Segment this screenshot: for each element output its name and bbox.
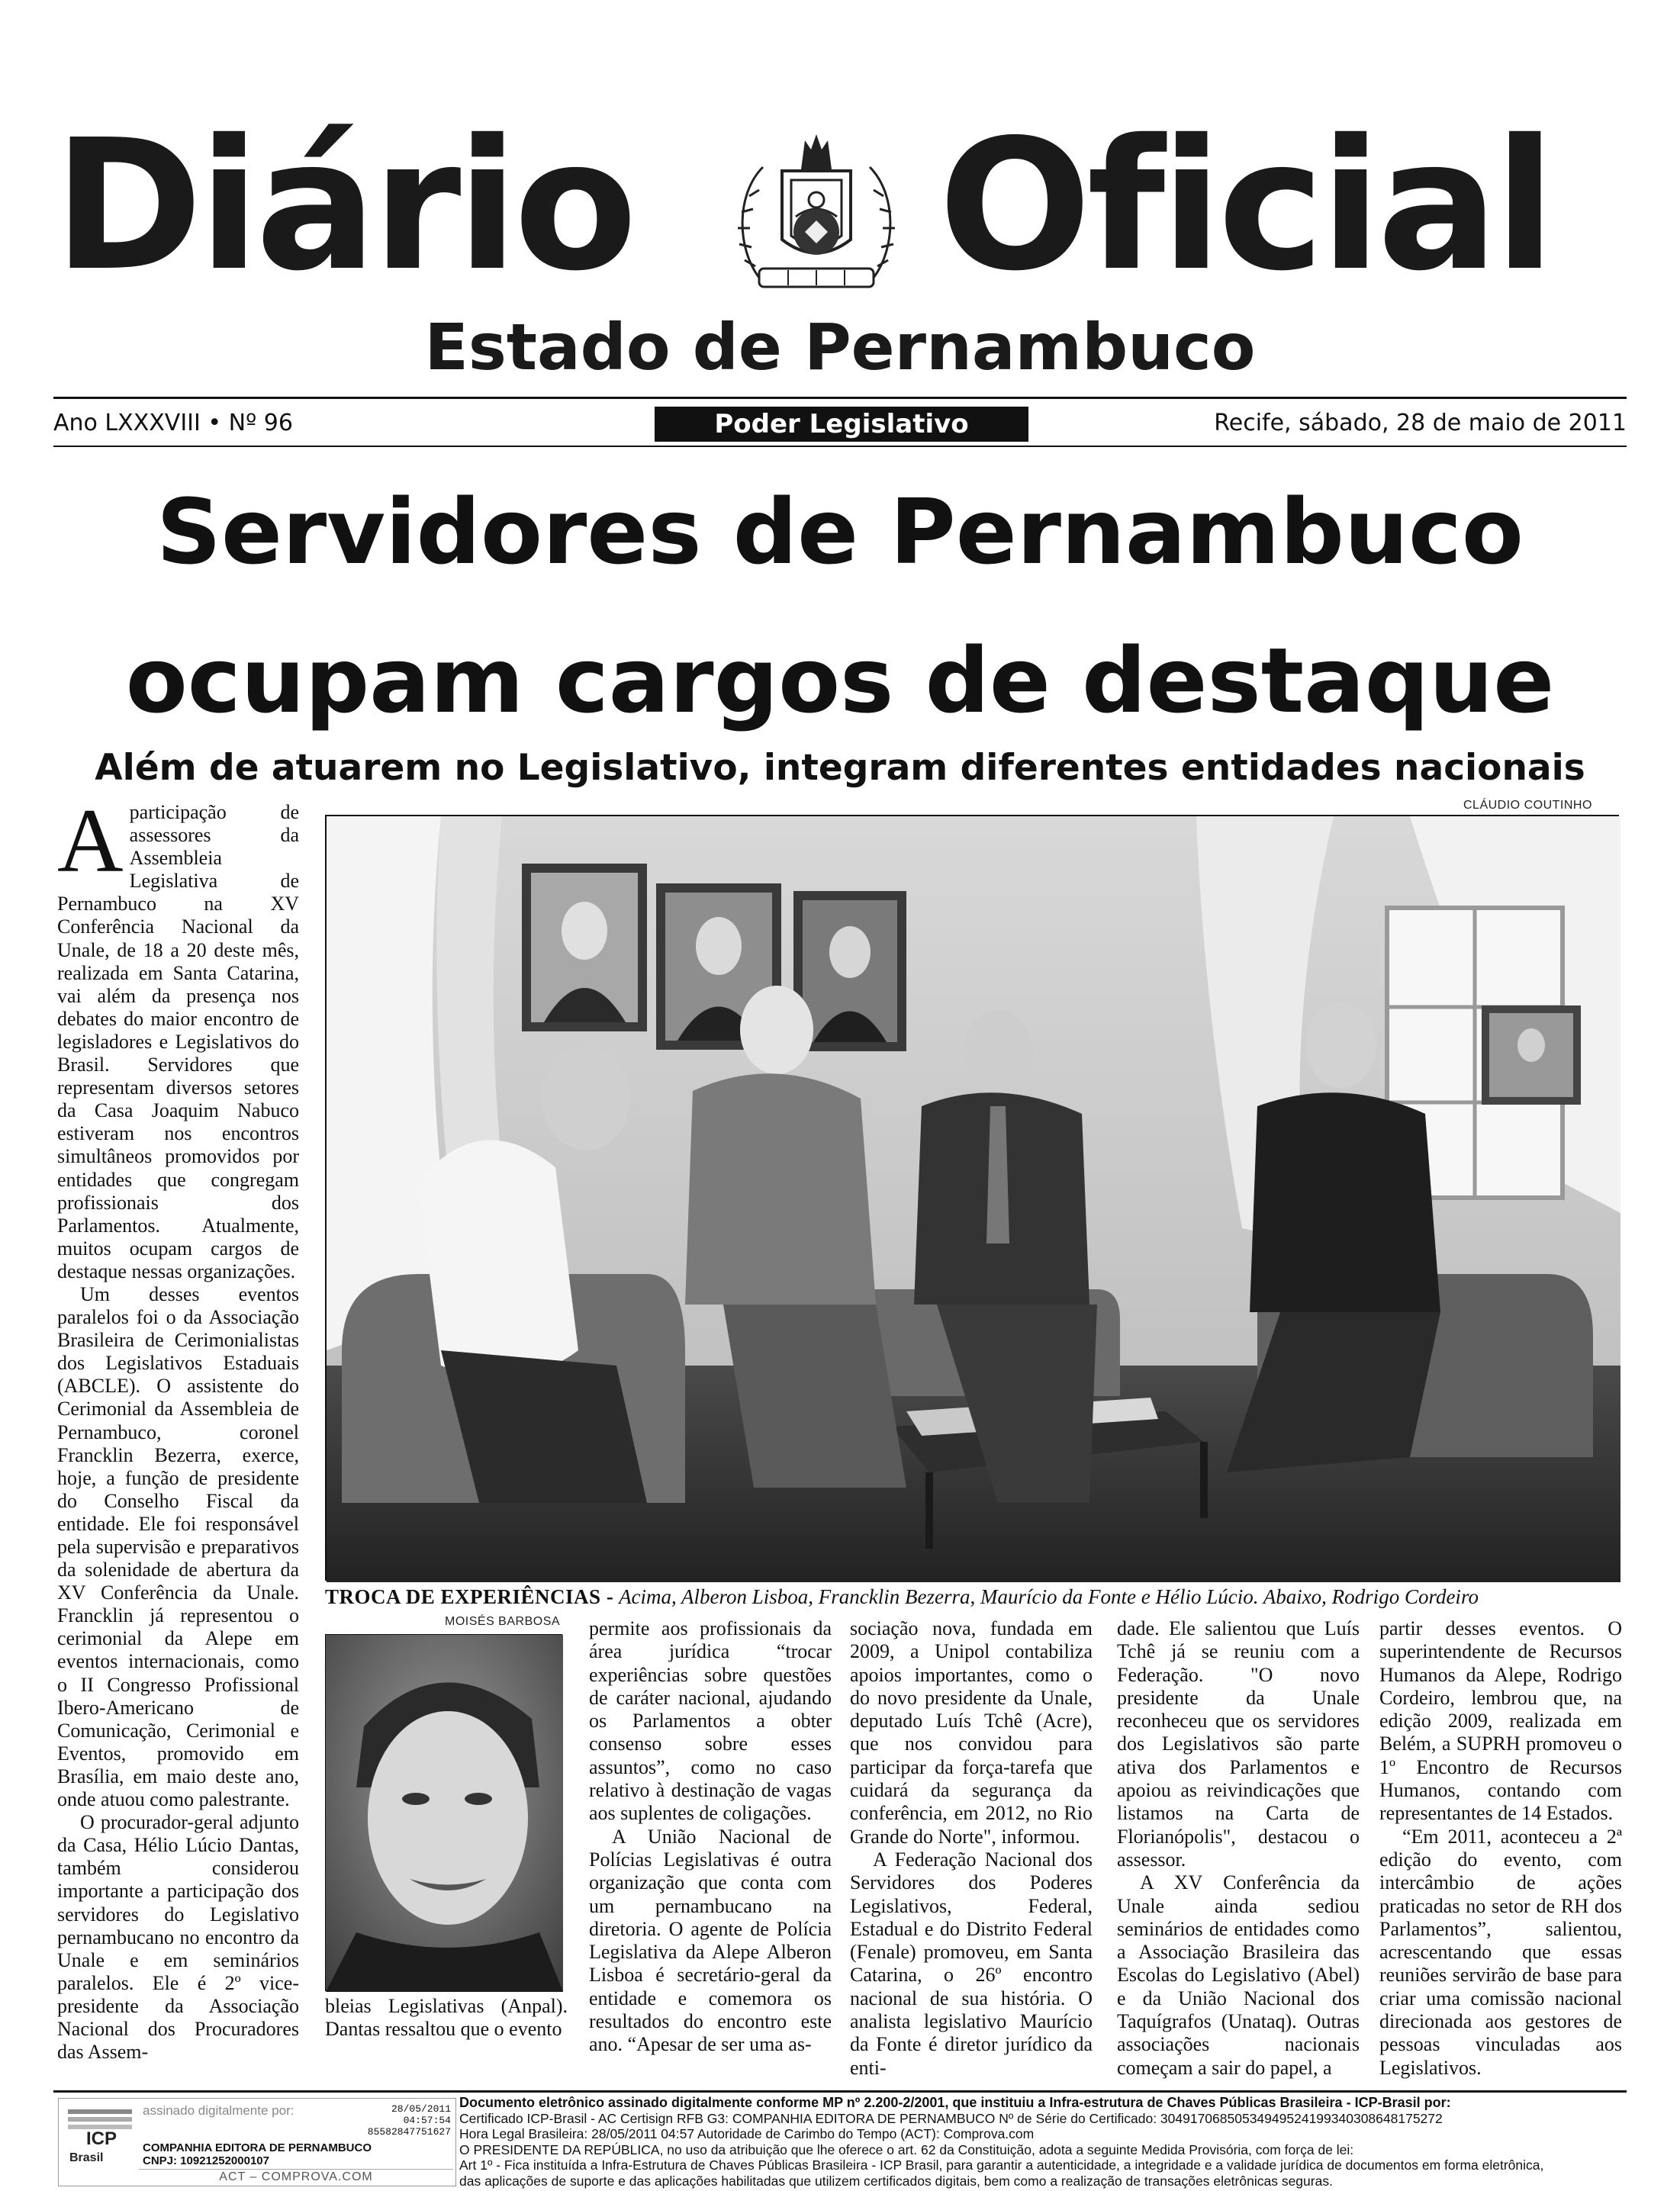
masthead-subtitle: Estado de Pernambuco [424, 310, 1256, 384]
article-column-6 [1379, 1617, 1622, 2079]
masthead-rule [53, 397, 1627, 399]
stamp-time: 04:57:54 [403, 2115, 451, 2126]
article-column-5 [1117, 1617, 1360, 2079]
icp-logo-subtext: Brasil [69, 2151, 104, 2164]
article-column-3 [589, 1617, 832, 2056]
stamp-cnpj: CNPJ: 10921252000107 [143, 2154, 269, 2167]
headline-line-1: Servidores de Pernambuco [156, 479, 1524, 584]
headline [0, 458, 1680, 755]
stamp-act: ACT – COMPROVA.COM [139, 2169, 453, 2184]
headline-line-2: ocupam cargos de destaque [125, 628, 1555, 733]
subheadline: Além de atuarem no Legislativo, integram diferentes entidades nacionais [95, 747, 1585, 789]
certification-footer [53, 2090, 1627, 2191]
info-bar-rule [53, 446, 1627, 447]
article-paragraph-continued: bleias Legislativas (Anpal). Dantas ressaltou que o evento [325, 1995, 568, 2041]
main-photo [325, 815, 1619, 1581]
portrait-photo [325, 1634, 562, 1991]
info-bar [53, 404, 1627, 442]
small-photo-credit: MOISÉS BARBOSA [445, 1615, 561, 1628]
digital-signature-stamp [58, 2098, 456, 2186]
article-paragraph: A União Nacional de Polícias Legislativas é outra organização que conta com um pernambucano na diretoria. O agente de Polícia Legislativa da Alepe Alberon Lisboa é secretário-geral da entidade e comemora os resultados do encontro este ano. “Apesar de ser uma as- [589, 1825, 832, 2056]
cert-line: Certificado ICP-Brasil - AC Certisign RFB G3: COMPANHIA EDITORA DE PERNAMBUCO Nº de Série do Certificado: 3049170685053494952419934030864817527​2 [459, 2110, 1443, 2126]
article-paragraph: sociação nova, fundada em 2009, a Unipol contabiliza apoios importantes, como o do novo presidente da Unale, deputado Luís Tchê (Acre), que nos convidou para participar da força-tarefa que cuidará da segurança da conferência, em 2012, no Rio Grande do Norte", informou. [850, 1617, 1093, 1848]
cert-line: Hora Legal Brasileira: 28/05/2011 04:57 Autoridade de Carimbo do Tempo (ACT): Comprova.com [459, 2126, 1035, 2141]
main-photo-credit: CLÁUDIO COUTINHO [1463, 799, 1592, 812]
stamp-date: 28/05/2011 [391, 2103, 451, 2115]
article-paragraph: permite aos profissionais da área jurídica “trocar experiências sobre questões de caráter nacional, ajudando os Parlamentos a obter consenso sobre esses assuntos”, como no caso relativo à destinação de vagas aos suplentes de coligações. [589, 1617, 832, 1825]
article-paragraph: “Em 2011, aconteceu a 2ª edição do evento, com intercâmbio de ações praticadas no setor de RH dos Parlamentos”, salientou, acrescentando que essas reuniões servirão de base para criar uma comissão nacional direcionada aos gestores de pessoas vinculadas aos Legislativos. [1379, 1825, 1622, 2079]
masthead-title-right: Oficial [938, 101, 1552, 310]
main-photo-illustration [327, 816, 1620, 1582]
portrait-illustration [326, 1635, 563, 1992]
cert-line: Art 1º - Fica instituída a Infra-Estrutura de Chaves Públicas Brasileira - ICP Brasil, para garantir a autenticidade, a integridade e a validade jurídica de documentos em forma eletrônica, [459, 2157, 1544, 2173]
article-paragraph: Um desses eventos paralelos foi o da Associação Brasileira de Cerimonialistas dos Legislativos Estaduais (ABCLE). O assistente do Cerimonial da Assembleia de Pernambuco, coronel Francklin Bezerra, exerce, hoje, a função de presidente do Conselho Fiscal da entidade. Ele foi responsável pela supervisão e preparativos da solenidade de abertura da XV Conferência da Unale. Francklin já representou o cerimonial da Alepe em eventos internacionais, como o II Congresso Profissional Ibero-Americano de Comunicação, Cerimonial e Eventos, promovido em Brasília, em maio deste ano, onde atuou como palestrante. [57, 1282, 299, 1811]
footer-rule [53, 2090, 1627, 2093]
pernambuco-coat-of-arms-icon [729, 125, 904, 301]
cert-line: O PRESIDENTE DA REPÚBLICA, no uso da atribuição que lhe oferece o art. 62 da Constituição, adota a seguinte Medida Provisória, com força de lei: [459, 2141, 1354, 2157]
stamp-signed-label: assinado digitalmente por: [143, 2103, 294, 2118]
article-paragraph: O procurador-geral adjunto da Casa, Hélio Lúcio Dantas, também considerou importante a participação dos servidores do Legislativo pernambucano no encontro da Unale e em seminários paralelos. Ele é 2º vice-presidente da Associação Nacional dos Procuradores das Assem- [57, 1811, 299, 2064]
stamp-serial: 85582847751627 [367, 2126, 451, 2138]
article-paragraph: A XV Conferência da Unale ainda sediou seminários de entidades como a Associação Brasileira das Escolas do Legislativo (Abel) e da União Nacional dos Taquígrafos (Unataq). Outras associações nacionais começam a sair do papel, a [1117, 1871, 1360, 2079]
dateline: Recife, sábado, 28 de maio de 2011 [1214, 410, 1627, 436]
certification-text [459, 2095, 1627, 2189]
section-tag: Poder Legislativo [655, 407, 1028, 442]
dropcap: A [57, 790, 124, 891]
article-paragraph: partir desses eventos. O superintendente de Recursos Humanos da Alepe, Rodrigo Cordeiro, lembrou que, na edição 2009, realizada em Belém, a SUPRH promoveu o 1º Encontro de Recursos Humanos, contando com representantes de 14 Estados. [1379, 1617, 1622, 1825]
caption-text: Acima, Alberon Lisboa, Francklin Bezerra, Maurício da Fonte e Hélio Lúcio. Abaixo, Rodrigo Cordeiro [619, 1585, 1479, 1608]
icp-brasil-logo-icon [63, 2105, 137, 2167]
article-column-4 [850, 1617, 1093, 2079]
issue-number: Ano LXXXVIII • Nº 96 [53, 410, 293, 436]
photo-caption [325, 1584, 1637, 1610]
stamp-company: COMPANHIA EDITORA DE PERNAMBUCO [143, 2141, 372, 2154]
article-column-1 [57, 790, 299, 2064]
icp-logo-text: ICP [86, 2128, 117, 2149]
masthead-title-left: Diário [53, 101, 633, 310]
article-paragraph: dade. Ele salientou que Luís Tchê já se reuniu com a Federação. "O novo presidente da Unale reconheceu que os servidores dos Legislativos são parte ativa dos Parlamentos e apoiou as reivindicações que listamos na Carta de Florianópolis", destacou o assessor. [1117, 1617, 1360, 1871]
masthead [0, 101, 1680, 310]
article-paragraph: A Federação Nacional dos Servidores dos Poderes Legislativos, Federal, Estadual e do Distrito Federal (Fenale) promoveu, em Santa Catarina, o 26º encontro nacional de sua história. O analista legislativo Maurício da Fonte é diretor jurídico da enti- [850, 1848, 1093, 2079]
cert-line: das aplicações de suporte e das aplicações habilitadas que utilizem certificados digitais, bem como a realização de transações eletrônicas seguras. [459, 2173, 1333, 2189]
cert-line: Documento eletrônico assinado digitalmente conforme MP nº 2.200-2/2001, que instituiu a Infra-estrutura de Chaves Públicas Brasileira - ICP-Brasil por: [459, 2095, 1451, 2110]
article-paragraph: participação de assessores da Assembleia Legislativa de Pernambuco na XV Conferência Nacional da Unale, de 18 a 20 deste mês, realizada em Santa Catarina, vai além da presença nos debates do maior encontro de legisladores e Legislativos do Brasil. Servidores que representam diversos setores da Casa Joaquim Nabuco estiveram nos encontros simultâneos promovidos por entidades que congregam profissionais dos Parlamentos. Atualmente, muitos ocupam cargos de destaque nessas organizações. [57, 801, 299, 1282]
caption-label: TROCA DE EXPERIÊNCIAS - [325, 1585, 614, 1608]
